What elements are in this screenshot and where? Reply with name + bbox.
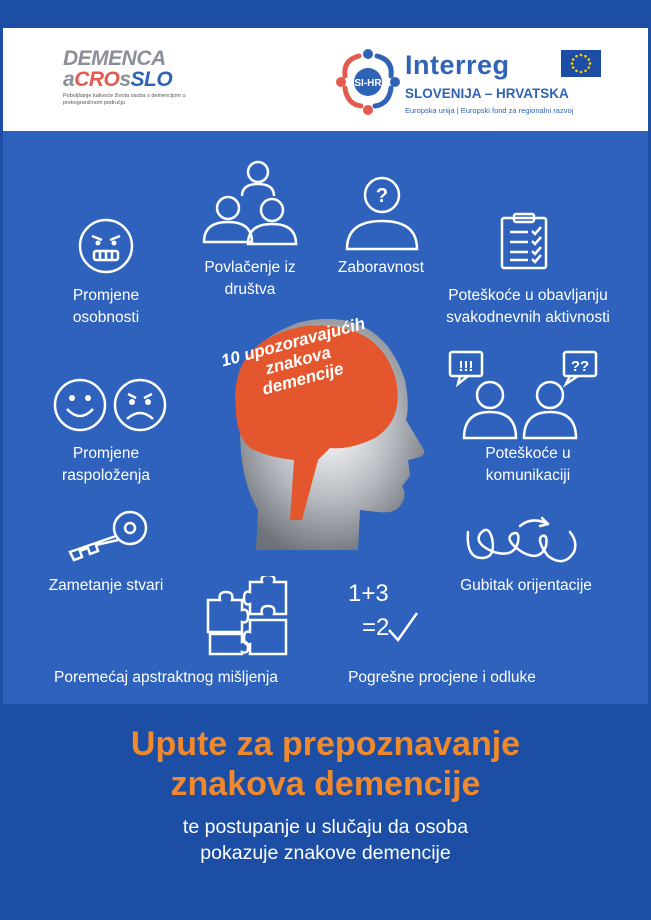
- brain-caption: 10 upozoravajućih znakova demencije: [218, 313, 368, 399]
- math-error-icon: [348, 580, 438, 650]
- happy-sad-faces-icon: [52, 377, 168, 433]
- exclaim-bubble-text: !!!: [458, 358, 474, 375]
- interreg-logo: [333, 44, 613, 124]
- sign-forgetfulness: Zaboravnost: [337, 259, 425, 276]
- title-line2: znakova demencije: [170, 765, 481, 803]
- sign-daily-tasks: Poteškoće u obavljanju svakodnevnih aktivnosti: [446, 287, 610, 326]
- question-mark-text: ?: [375, 185, 389, 207]
- sign-mood: Promjene raspoloženja: [62, 445, 150, 484]
- sign-orientation: Gubitak orijentacije: [460, 577, 592, 594]
- fund-line: Europska unija | Europski fond za regionalni razvoj: [405, 106, 574, 115]
- question-bubble-text: ??: [570, 358, 590, 375]
- sign-personality: Promjene osobnosti: [72, 287, 140, 326]
- sign-misplacing: Zametanje stvari: [48, 577, 164, 594]
- math-line2: =2: [362, 614, 390, 641]
- slhr-badge-text: SI-HR: [354, 78, 382, 89]
- subtitle-line2: pokazuje znakove demencije: [200, 842, 451, 864]
- checkmark-icon: [386, 610, 420, 644]
- logo-line1: DEMENCA: [63, 47, 166, 70]
- top-bar: [0, 0, 651, 28]
- key-icon: [64, 508, 154, 564]
- angry-face-icon: [76, 216, 136, 276]
- page-subtitle: [0, 814, 651, 866]
- people-talking-icon: [448, 350, 598, 440]
- logo-line2: aCROsSLO: [63, 68, 173, 91]
- sign-judgement: Pogrešne procjene i odluke: [348, 669, 536, 686]
- scribble-path-icon: [464, 512, 580, 566]
- sign-communication: Poteškoće u komunikaciji: [485, 445, 571, 484]
- interreg-wordmark: Interreg: [405, 50, 510, 80]
- programme-name: SLOVENIJA – HRVATSKA: [405, 86, 569, 101]
- person-question-icon: [342, 175, 422, 251]
- title-line1: Upute za prepoznavanje: [130, 725, 521, 763]
- math-line1: 1+3: [348, 580, 389, 607]
- clipboard-checklist-icon: [498, 212, 550, 270]
- demenca-logo: [63, 48, 193, 107]
- people-group-icon: [202, 158, 298, 248]
- eu-flag-icon: [561, 50, 601, 77]
- sign-withdrawal: Povlačenje iz društva: [204, 259, 296, 298]
- people-circle-icon: [333, 46, 403, 116]
- subtitle-line1: te postupanje u slučaju da osoba: [182, 816, 469, 838]
- header: [0, 28, 651, 131]
- puzzle-pieces-icon: [202, 576, 292, 656]
- logo-tagline: Poboljšanje kakvoće života osoba s demencijom u prekograničnom području: [63, 93, 186, 106]
- sign-abstract: Poremećaj apstraktnog mišljenja: [54, 669, 278, 686]
- page-title: [0, 724, 651, 804]
